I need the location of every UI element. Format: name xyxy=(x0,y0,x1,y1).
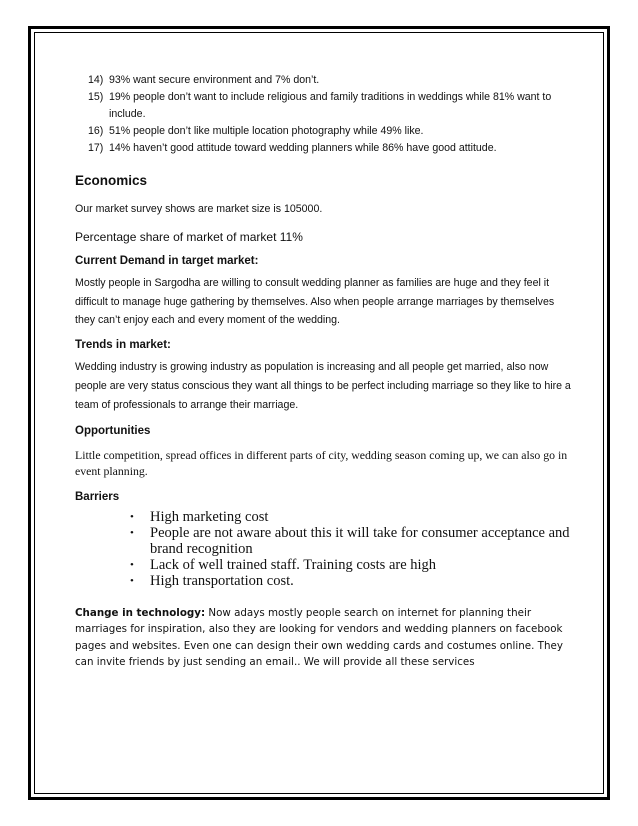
survey-stats-list xyxy=(75,72,575,157)
trends-heading: Trends in market: xyxy=(75,339,171,352)
list-item: • People are not aware about this it will take for consumer acceptance and brand recognition xyxy=(130,524,570,557)
trends-text: Wedding industry is growing industry as population is increasing and all people get married, also now people are very status conscious they want all things to be perfect including marriage so they like to hire a team of professionals to arrange their marriage. xyxy=(75,361,571,411)
list-item: 14) 93% want secure environment and 7% don’t. xyxy=(88,74,320,86)
technology-paragraph xyxy=(75,605,575,671)
bullet-icon: • xyxy=(130,558,134,571)
market-size-text: Our market survey shows are market size is 105000. xyxy=(75,203,323,215)
list-item: • High marketing cost xyxy=(130,508,269,525)
technology-text: Now adays mostly people search on internet for planning their marriages for inspiration, also they are looking for vendors and wedding planners on facebook pages and websites. Even one can design their own wedding cards and costumes online. They can invite friends by just sending an email.. We will provide all these services xyxy=(75,606,563,669)
opportunities-heading: Opportunities xyxy=(75,424,151,437)
bullet-icon: • xyxy=(130,526,134,539)
list-item: 16) 51% people don’t like multiple location photography while 49% like. xyxy=(88,125,424,137)
list-item: • High transportation cost. xyxy=(130,572,294,589)
technology-label: Change in technology: xyxy=(75,606,206,619)
demand-heading: Current Demand in target market: xyxy=(75,254,259,267)
list-item: • Lack of well trained staff. Training costs are high xyxy=(130,556,437,573)
list-item: 15) 19% people don’t want to include religious and family traditions in weddings while 81% want to include. xyxy=(88,91,552,120)
barriers-heading: Barriers xyxy=(75,490,120,503)
bullet-icon: • xyxy=(130,574,134,587)
bullet-icon: • xyxy=(130,510,134,523)
list-item: 17) 14% haven’t good attitude toward wedding planners while 86% have good attitude. xyxy=(88,142,497,154)
market-share-text: Percentage share of market of market 11% xyxy=(75,229,303,244)
economics-heading: Economics xyxy=(75,173,148,188)
opportunities-text: Little competition, spread offices in different parts of city, wedding season coming up, we can also go in event planning. xyxy=(75,447,568,478)
barriers-list xyxy=(75,509,575,589)
demand-text: Mostly people in Sargodha are willing to consult wedding planner as families are huge and they feel it difficult to manage huge gathering by themselves. Also when people arrange marriages by themselves they can’t enjoy each and every moment of the wedding. xyxy=(75,276,555,327)
page-content xyxy=(75,72,575,671)
